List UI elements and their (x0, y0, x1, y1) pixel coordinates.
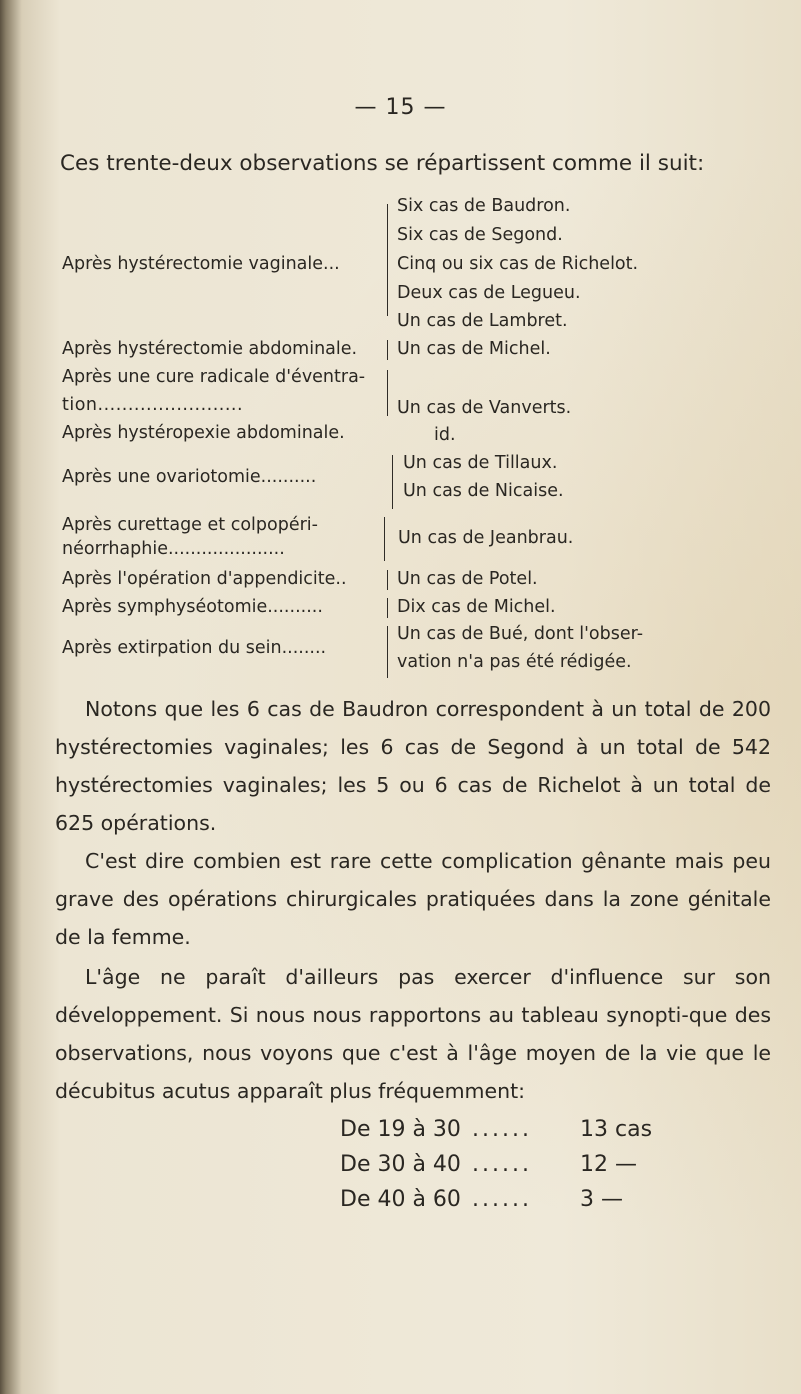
row-value: Dix cas de Michel. (397, 597, 556, 617)
row-value: Cinq ou six cas de Richelot. (397, 254, 639, 274)
row-label-ovariotomie: Après une ovariotomie.......... (62, 467, 317, 487)
case-count: 13 cas (580, 1117, 653, 1142)
paragraph-text: Notons que les 6 cas de Baudron correspondent à un total de 200 hystérectomies vaginales; les 6 cas de Segond à un total de 542 hystérectomies vaginales; les 5 ou 6 cas de Richelot à un total de 625 opérations. (55, 697, 771, 835)
paragraph-combien (55, 842, 771, 956)
row-value: Six cas de Baudron. (397, 196, 571, 216)
case-count: 3 — (580, 1187, 623, 1212)
row-value: Un cas de Vanverts. (397, 398, 572, 418)
age-row (340, 1117, 652, 1142)
leader-dots: ...... (472, 1187, 532, 1212)
age-range: De 19 à 30 (340, 1117, 461, 1142)
age-range: De 30 à 40 (340, 1152, 461, 1177)
row-value: Six cas de Segond. (397, 225, 563, 245)
row-value: Un cas de Lambret. (397, 311, 568, 331)
row-value: Un cas de Potel. (397, 569, 538, 589)
brace (387, 570, 388, 590)
brace (384, 517, 385, 561)
row-value: vation n'a pas été rédigée. (397, 652, 632, 672)
row-label-appendicite: Après l'opération d'appendicite.. (62, 569, 347, 589)
row-label-hysterectomie-abdominale: Après hystérectomie abdominale. (62, 339, 358, 359)
row-value: Deux cas de Legueu. (397, 283, 581, 303)
row-label-extirpation-sein: Après extirpation du sein........ (62, 638, 327, 658)
intro-sentence: Ces trente-deux observations se répartissent comme il suit: (60, 151, 705, 176)
age-row (340, 1187, 623, 1212)
row-label-curettage-line1: Après curettage et colpopéri- (62, 515, 318, 535)
row-value: Un cas de Michel. (397, 339, 551, 359)
brace (387, 598, 388, 618)
paragraph-text: L'âge ne paraît d'ailleurs pas exercer d'influence sur son développement. Si nous nous rapportons au tableau synopti-que des observations, nous voyons que c'est à l'âge moyen de la vie que le décubitus acutus apparaît plus fréquemment: (55, 965, 771, 1103)
row-label-curettage-line2: néorrhaphie..................... (62, 539, 285, 559)
brace (387, 340, 388, 360)
row-label-symphyseotomie: Après symphyséotomie.......... (62, 597, 323, 617)
case-count: 12 — (580, 1152, 637, 1177)
row-label-hysteropexie: Après hystéropexie abdominale. (62, 423, 345, 443)
brace (387, 626, 388, 678)
row-value: Un cas de Nicaise. (403, 481, 564, 501)
row-value: Un cas de Bué, dont l'obser- (397, 624, 644, 644)
row-label-cure-radicale-line2: tion........................ (62, 395, 244, 415)
age-range: De 40 à 60 (340, 1187, 461, 1212)
brace (387, 370, 388, 416)
paragraph-age (55, 958, 771, 1110)
paragraph-text: C'est dire combien est rare cette complication gênante mais peu grave des opérations chirurgicales pratiquées dans la zone génitale de la femme. (55, 849, 771, 949)
paragraph-notons (55, 690, 771, 842)
page-number: — 15 — (354, 95, 447, 120)
brace (387, 204, 388, 316)
row-value: Un cas de Tillaux. (403, 453, 558, 473)
row-label-cure-radicale-line1: Après une cure radicale d'éventra- (62, 367, 366, 387)
age-row (340, 1152, 637, 1177)
leader-dots: ...... (472, 1117, 532, 1142)
row-value: Un cas de Jeanbrau. (398, 528, 574, 548)
leader-dots: ...... (472, 1152, 532, 1177)
brace (392, 455, 393, 509)
row-value: id. (434, 425, 456, 445)
row-label-hysterectomie-vaginale: Après hystérectomie vaginale... (62, 254, 340, 274)
